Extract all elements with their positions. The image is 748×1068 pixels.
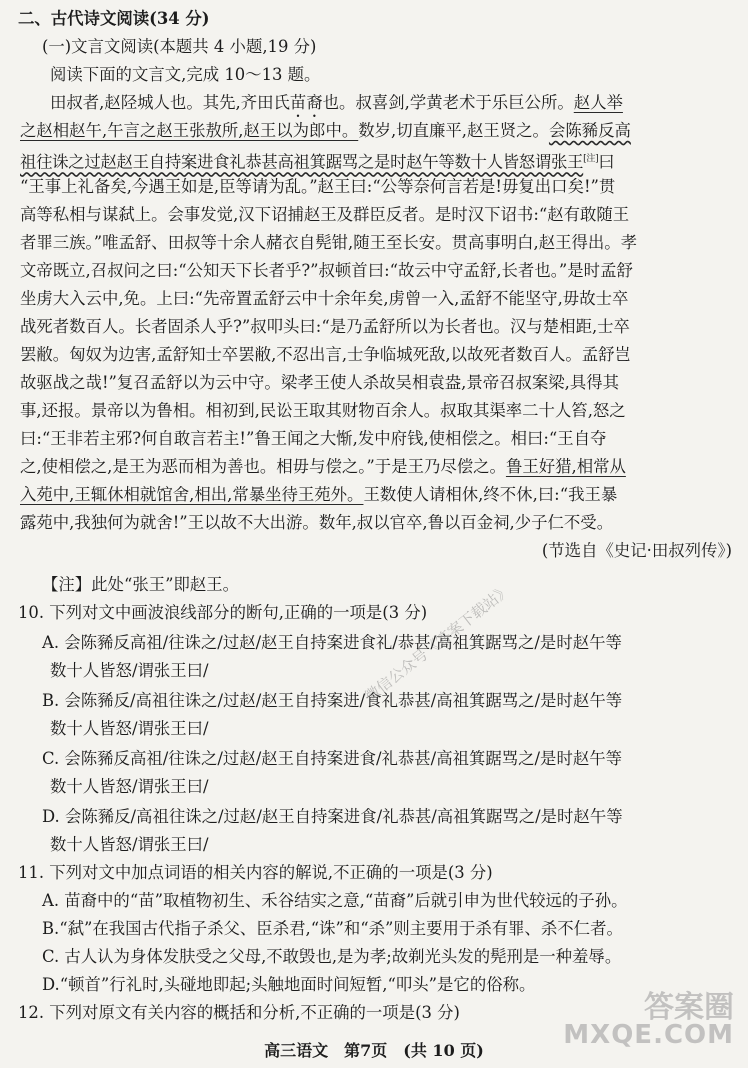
question-10-option-c: C. 会陈豨反高祖/往诛之/过赵/赵王自持案进食/礼恭甚/高祖箕踞骂之/是时赵午等 bbox=[42, 749, 623, 768]
instruction: 阅读下面的文言文,完成 10～13 题。 bbox=[50, 65, 321, 84]
passage-line-4: “王事上礼备矣,今遇王如是,臣等请为乱。”赵王曰:“公等奈何言若是!毋复出口矣!”贯 bbox=[20, 177, 616, 196]
passage-source: (节选自《史记·田叔列传》) bbox=[541, 541, 732, 560]
passage-line-9: 战死者数百人。长者固杀人乎?”叔叩头曰:“是乃孟舒所以为长者也。汉与楚相距,士卒 bbox=[20, 317, 630, 336]
question-10-option-b: B. 会陈豨反/高祖往诛之/过赵/赵王自持案进/食礼恭甚/高祖箕踞骂之/是时赵午等 bbox=[42, 691, 623, 710]
passage-line-12: 事,还报。景帝以为鲁相。相初到,民讼王取其财物百余人。叔取其渠率二十人笞,怒之 bbox=[20, 401, 626, 420]
section-title: 二、古代诗文阅读(34 分) bbox=[18, 9, 210, 28]
site-logo-cn: 答案圈 bbox=[644, 990, 734, 1025]
question-12-stem: 12. 下列对原文有关内容的概括和分析,不正确的一项是(3 分) bbox=[18, 1003, 460, 1022]
passage-line-7: 文帝既立,召叔问之曰:“公知天下长者乎?”叔顿首曰:“故云中守孟舒,长者也。”是时孟舒 bbox=[20, 261, 633, 280]
passage-line-8: 坐虏大入云中,免。上曰:“先帝置孟舒云中十余年矣,虏曾一入,孟舒不能坚守,毋故士卒 bbox=[20, 289, 629, 308]
underlined-sentence-1: 赵人举 bbox=[573, 93, 623, 112]
page-footer: 高三语文 第7页 (共 10 页) bbox=[264, 1041, 484, 1060]
question-10-option-a-cont: 数十人皆怒/谓张王曰/ bbox=[50, 661, 209, 680]
question-11-stem: 11. 下列对文中加点词语的相关内容的解说,不正确的一项是(3 分) bbox=[18, 863, 493, 882]
wavy-sentence: 会陈豨反高 bbox=[548, 121, 631, 140]
passage-line-13: 曰:“王非若主邪?何自敢言若主!”鲁王闻之大惭,发中府钱,使相偿之。相曰:“王自夺 bbox=[20, 429, 607, 448]
question-10-option-d: D. 会陈豨反/高祖往诛之/过赵/赵王自持案进食/礼恭甚/高祖箕踞骂之/是时赵午等 bbox=[42, 807, 623, 826]
question-10-option-a: A. 会陈豨反高祖/往诛之/过赵/赵王自持案进食礼/恭甚/高祖箕踞骂之/是时赵午等 bbox=[42, 633, 622, 652]
passage-line-5: 高等私相与谋弑上。会事发觉,汉下诏捕赵王及群臣反者。是时汉下诏书:“赵有敢随王 bbox=[20, 205, 630, 224]
passage-line-1: 田叔者,赵陉城人也。其先,齐田氏苗裔也。叔喜剑,学黄老术于乐巨公所。赵人举 bbox=[50, 93, 623, 112]
site-logo bbox=[563, 982, 742, 1064]
question-10-option-d-cont: 数十人皆怒/谓张王曰/ bbox=[50, 835, 209, 854]
question-10-stem: 10. 下列对文中画波浪线部分的断句,正确的一项是(3 分) bbox=[18, 603, 428, 622]
subsection-title: (一)文言文阅读(本题共 4 小题,19 分) bbox=[42, 37, 317, 56]
underlined-sentence-2-cont: 入苑中,王辄休相就馆舍,相出,常暴坐待王苑外。 bbox=[20, 485, 364, 504]
underlined-sentence-1-cont: 之赵相赵午,午言之赵王张敖所,赵王以为郎中。 bbox=[20, 121, 359, 140]
passage-line-6: 者罪三族。”唯孟舒、田叔等十余人赭衣自髡钳,随王至长安。贯高事明白,赵王得出。孝 bbox=[20, 233, 638, 252]
footnote: 【注】此处“张王”即赵王。 bbox=[42, 575, 240, 594]
dotted-word-miaoyi: 苗裔 bbox=[289, 93, 323, 112]
question-11-option-d: D.“顿首”行礼时,头碰地即起;头触地面时间短暂,“叩头”是它的俗称。 bbox=[42, 975, 536, 994]
underlined-sentence-2: 鲁王好猎,相常从 bbox=[505, 457, 626, 476]
question-11-option-a: A. 苗裔中的“苗”取植物初生、禾谷结实之意,“苗裔”后就引申为世代较远的子孙。 bbox=[42, 891, 628, 910]
passage-line-15: 入苑中,王辄休相就馆舍,相出,常暴坐待王苑外。王数使人请相休,终不休,曰:“我王暴 bbox=[20, 485, 618, 504]
site-logo-en: MXQE.COM bbox=[563, 1020, 734, 1050]
question-10-option-b-cont: 数十人皆怒/谓张王曰/ bbox=[50, 719, 209, 738]
question-10-option-c-cont: 数十人皆怒/谓张王曰/ bbox=[50, 777, 209, 796]
question-11-option-b: B.“弑”在我国古代指子杀父、臣杀君,“诛”和“杀”则主要用于杀有罪、杀不仁者。 bbox=[42, 919, 623, 938]
passage-line-2: 之赵相赵午,午言之赵王张敖所,赵王以为郎中。数岁,切直廉平,赵王贤之。会陈豨反高 bbox=[20, 121, 631, 140]
passage-line-11: 故驱战之哉!”复召孟舒以为云中守。梁孝王使人杀故吴相袁盎,景帝召叔案梁,具得其 bbox=[20, 373, 620, 392]
passage-line-10: 罢敝。匈奴为边害,孟舒知士卒罢敝,不忍出言,士争临城死敌,以故死者数百人。孟舒岂 bbox=[20, 345, 631, 364]
passage-line-14: 之,使相偿之,是王为恶而相为善也。相毋与偿之。”于是王乃尽偿之。鲁王好猎,相常从 bbox=[20, 457, 626, 476]
question-11-option-c: C. 古人认为身体发肤受之父母,不敢毁也,是为孝;故剃光头发的髡刑是一种羞辱。 bbox=[42, 947, 622, 966]
footnote-mark: [注] bbox=[583, 154, 599, 164]
passage-line-16: 露苑中,我独何为就舍!”王以故不大出游。数年,叔以官卒,鲁以百金祠,少子仁不受。 bbox=[20, 513, 614, 532]
wavy-sentence-cont: 祖往诛之过赵赵王自持案进食礼恭甚高祖箕踞骂之是时赵午等数十人皆怒谓张王 bbox=[20, 152, 584, 172]
passage-line-3: 祖往诛之过赵赵王自持案进食礼恭甚高祖箕踞骂之是时赵午等数十人皆怒谓张王[注]曰 bbox=[20, 152, 615, 172]
watermark-text: 微信公众号《答案下载站》 bbox=[361, 580, 515, 706]
